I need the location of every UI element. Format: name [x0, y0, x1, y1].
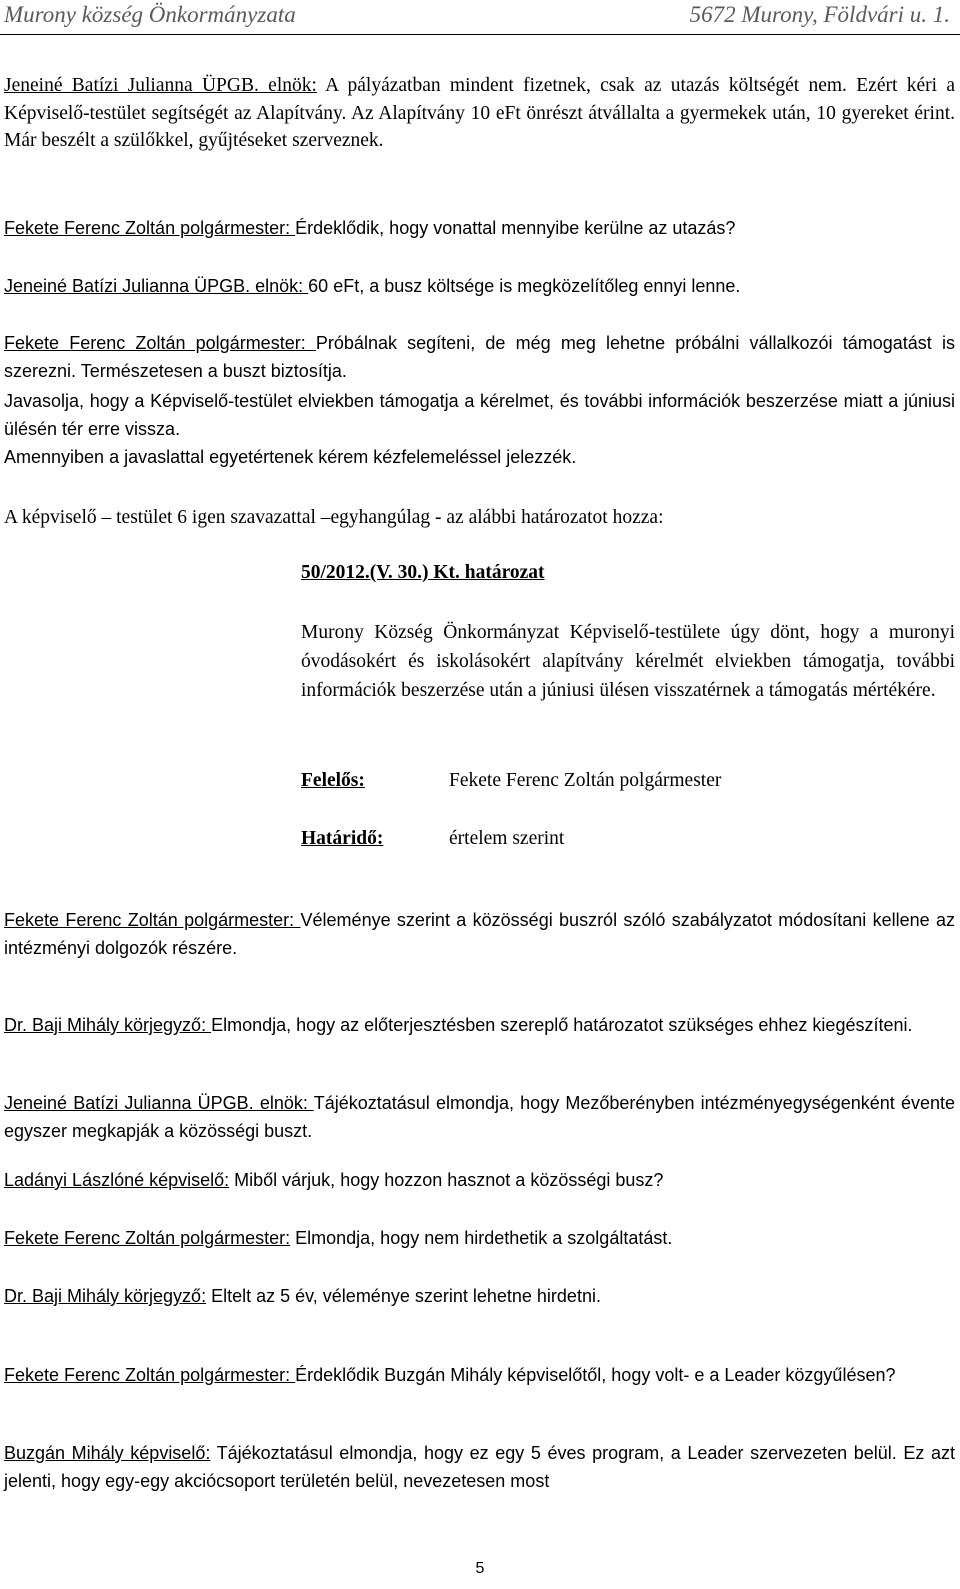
paragraph-jeneine-2: [4, 273, 955, 301]
page-number: 5: [475, 1560, 485, 1577]
statement-text: Véleménye szerint a közösségi buszról szóló szabályzatot módosítani kellene az intézményi dolgozók részére.: [4, 910, 955, 958]
paragraph-jeneine-3: [4, 1090, 955, 1145]
speaker-name: Jeneiné Batízi Julianna ÜPGB. elnök:: [4, 75, 317, 96]
paragraph-jeneine-1: [4, 72, 955, 155]
speaker-name: Fekete Ferenc Zoltán polgármester:: [4, 1228, 291, 1248]
page-header: [0, 0, 960, 35]
speaker-name: Dr. Baji Mihály körjegyző:: [4, 1286, 207, 1306]
header-organization: Murony község Önkormányzata: [4, 2, 296, 27]
statement-text: A pályázatban mindent fizetnek, csak az utazás költségét nem. Ezért kéri a Képviselő-testület segítségét az Alapítvány. Az Alapítvány 10 eFt önrészt átvállalta a gyermekek után, 10 gyereket érint. Már beszélt a szülőkkel, gyűjtéseket szerveznek.: [4, 75, 955, 151]
paragraph-mayor-1: [4, 215, 955, 243]
paragraph-mayor-2-proposal: Javasolja, hogy a Képviselő-testület elviekben támogatja a kérelmet, és további információk beszerzése miatt a júniusi ülésén tér erre vissza.: [4, 391, 955, 439]
speaker-name: Fekete Ferenc Zoltán polgármester:: [4, 218, 296, 238]
deadline-value: értelem szerint: [449, 828, 565, 849]
statement-text: Érdeklődik Buzgán Mihály képviselőtől, hogy volt- e a Leader közgyűlésen?: [295, 1365, 896, 1385]
header-address: 5672 Murony, Földvári u. 1.: [689, 2, 950, 27]
resolution-title: 50/2012.(V. 30.) Kt. határozat: [301, 562, 545, 583]
speaker-name: Fekete Ferenc Zoltán polgármester:: [4, 1365, 296, 1385]
speaker-name: Jeneiné Batízi Julianna ÜPGB. elnök:: [4, 1093, 314, 1113]
speaker-name: Jeneiné Batízi Julianna ÜPGB. elnök:: [4, 276, 309, 296]
paragraph-mayor-2: [4, 330, 955, 385]
paragraph-mayor-5: [4, 1362, 955, 1390]
statement-text: Tájékoztatásul elmondja, hogy ez egy 5 éves program, a Leader szervezeten belül. Ez azt jelenti, hogy egy-egy akciócsoport területén belül, nevezetesen most: [4, 1443, 956, 1491]
statement-text: Tájékoztatásul elmondja, hogy Mezőberényben intézményegységenként évente egyszer megkapják a közösségi buszt.: [4, 1093, 955, 1141]
paragraph-buzgan: [4, 1440, 955, 1495]
speaker-name: Buzgán Mihály képviselő:: [4, 1443, 211, 1463]
responsible-value: Fekete Ferenc Zoltán polgármester: [449, 770, 722, 791]
speaker-name: Ladányi Lászlóné képviselő:: [4, 1170, 230, 1190]
statement-text: Elmondja, hogy az előterjesztésben szereplő határozatot szükséges ehhez kiegészíteni.: [211, 1015, 913, 1035]
statement-text: 60 eFt, a busz költsége is megközelítőleg ennyi lenne.: [308, 276, 741, 296]
statement-text: Érdeklődik, hogy vonattal mennyibe kerülne az utazás?: [295, 218, 736, 238]
statement-text: Eltelt az 5 év, véleménye szerint lehetne hirdetni.: [206, 1286, 601, 1306]
paragraph-mayor-2-request: Amennyiben a javaslattal egyetértenek kérem kézfelemeléssel jelezzék.: [4, 447, 577, 467]
paragraph-mayor-4: [4, 1225, 955, 1253]
statement-text: Miből várjuk, hogy hozzon hasznot a közösségi busz?: [229, 1170, 664, 1190]
statement-text: Elmondja, hogy nem hirdethetik a szolgáltatást.: [290, 1228, 673, 1248]
vote-statement: A képviselő – testület 6 igen szavazattal –egyhangúlag - az alábbi határozatot hozza:: [4, 507, 664, 528]
statement-text: Próbálnak segíteni, de még meg lehetne próbálni vállalkozói támogatást is szerezni. Természetesen a buszt biztosítja.: [4, 333, 955, 381]
resolution-text: Murony Község Önkormányzat Képviselő-testülete úgy dönt, hogy a muronyi óvodásokért és iskolásokért alapítvány kérelmét elviekben támogatja, további információk beszerzése után a júniusi ülésen visszatérnek a támogatás mértékére.: [301, 622, 955, 701]
responsible-label: Felelős:: [301, 770, 365, 791]
paragraph-notary-1: [4, 1012, 955, 1040]
speaker-name: Dr. Baji Mihály körjegyző:: [4, 1015, 212, 1035]
deadline-label: Határidő:: [301, 828, 384, 849]
speaker-name: Fekete Ferenc Zoltán polgármester:: [4, 333, 316, 353]
paragraph-ladanyi: [4, 1167, 955, 1195]
paragraph-mayor-3: [4, 907, 955, 962]
paragraph-notary-2: [4, 1283, 955, 1311]
speaker-name: Fekete Ferenc Zoltán polgármester:: [4, 910, 301, 930]
